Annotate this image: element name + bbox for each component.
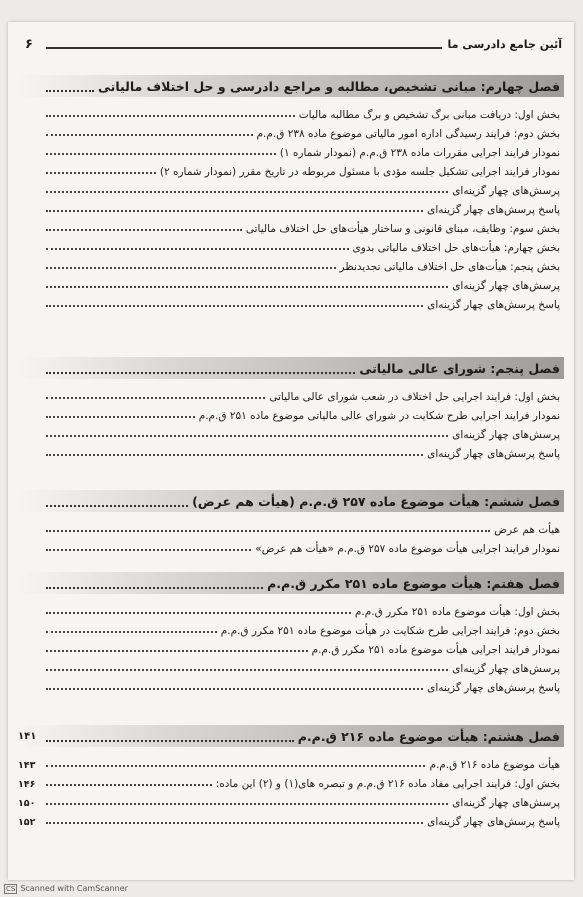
- dot-leader: [46, 669, 448, 671]
- entry-title: بخش اول: فرایند اجرایی مفاد ماده ۲۱۶ ق.م.م و تبصره های(۱) و (۲) این ماده:: [215, 778, 560, 790]
- dot-leader: [46, 267, 336, 269]
- entry-page-number: ۱۴۶: [18, 779, 36, 790]
- toc-entry[interactable]: [18, 102, 560, 121]
- entry-title: نمودار فرایند اجرایی هیأت موضوع ماده ۲۵۱ مکرر ق.م.م: [311, 644, 560, 656]
- entry-title: بخش دوم: فرایند اجرایی طرح شکایت در هیأت موضوع ماده ۲۵۱ مکرر ق.م.م: [220, 625, 560, 637]
- entry-title: نمودار فرایند اجرایی طرح شکایت در شورای عالی مالیاتی موضوع ماده ۲۵۱ ق.م.م: [198, 410, 560, 422]
- dot-leader: [46, 822, 423, 824]
- running-header: [18, 34, 562, 54]
- entry-title: بخش اول: دریافت مبانی برگ تشخیص و برگ مطالبه مالیات: [298, 109, 560, 121]
- chapter-heading[interactable]: [18, 75, 564, 97]
- entry-title: پاسخ پرسش‌های چهار گزینه‌ای: [427, 816, 560, 828]
- chapter-title: فصل هفتم: هیأت موضوع ماده ۲۵۱ مکرر ق.م.م: [267, 575, 560, 591]
- dot-leader: [46, 650, 308, 652]
- entry-title: هیأت موضوع ماده ۲۱۶ ق.م.م: [429, 759, 560, 771]
- dot-leader: [46, 435, 448, 437]
- toc-entry[interactable]: [18, 384, 560, 403]
- dot-leader: [46, 688, 423, 690]
- dot-leader: [46, 730, 294, 742]
- entry-title: پاسخ پرسش‌های چهار گزینه‌ای: [427, 448, 560, 460]
- chapter-heading[interactable]: [18, 572, 564, 594]
- entry-title: نمودار فرایند اجرایی مقررات ماده ۲۳۸ ق.م.م (نمودار شماره ۱): [279, 147, 560, 159]
- toc-entry[interactable]: [18, 536, 560, 555]
- entry-page-number: ۱۵۲: [18, 817, 36, 828]
- entry-title: نمودار فرایند اجرایی تشکیل جلسه مؤدی با مسئول مربوطه در تاریخ مقرر (نمودار شماره ۲): [159, 166, 560, 178]
- entry-title: پاسخ پرسش‌های چهار گزینه‌ای: [427, 299, 560, 311]
- chapter-heading[interactable]: [18, 725, 564, 747]
- chapter-title: فصل ششم: هیأت موضوع ماده ۲۵۷ ق.م.م (هیأت هم عرض): [192, 493, 560, 509]
- header-rule: [46, 39, 442, 49]
- dot-leader: [46, 229, 242, 231]
- chapter-heading[interactable]: [18, 357, 564, 379]
- dot-leader: [46, 115, 295, 117]
- toc-entry[interactable]: [18, 197, 560, 216]
- dot-leader: [46, 172, 156, 174]
- toc-entry[interactable]: [18, 771, 560, 790]
- entry-title: پرسش‌های چهار گزینه‌ای: [452, 429, 560, 441]
- toc-entry[interactable]: [18, 809, 560, 828]
- toc-entry[interactable]: [18, 637, 560, 656]
- scanner-logo: CS: [6, 885, 16, 893]
- chapter-heading[interactable]: [18, 490, 564, 512]
- scanner-watermark: [4, 884, 128, 894]
- book-title: آئین جامع دادرسی ما: [447, 37, 562, 51]
- entry-title: بخش اول: هیأت موضوع ماده ۲۵۱ مکرر ق.م.م: [354, 606, 560, 618]
- dot-leader: [46, 454, 423, 456]
- toc-entry[interactable]: [18, 422, 560, 441]
- dot-leader: [46, 530, 490, 532]
- entry-title: بخش سوم: وظایف، مبنای قانونی و ساختار هیأت‌های حل اختلاف مالیاتی: [245, 223, 560, 235]
- dot-leader: [46, 803, 448, 805]
- dot-leader: [46, 248, 349, 250]
- entry-title: هیأت هم عرض: [494, 524, 560, 536]
- chapter-section: [8, 572, 574, 694]
- dot-leader: [46, 765, 425, 767]
- dot-leader: [46, 549, 251, 551]
- dot-leader: [46, 416, 195, 418]
- dot-leader: [46, 153, 276, 155]
- dot-leader: [46, 495, 188, 507]
- dot-leader: [46, 784, 212, 786]
- toc-entry[interactable]: [18, 599, 560, 618]
- page-number: ۶: [25, 36, 33, 52]
- dot-leader: [46, 210, 423, 212]
- scanner-text: Scanned with CamScanner: [20, 884, 128, 893]
- toc-entry[interactable]: [18, 752, 560, 771]
- entry-title: پرسش‌های چهار گزینه‌ای: [452, 797, 560, 809]
- toc-entry[interactable]: [18, 790, 560, 809]
- toc-entry[interactable]: [18, 121, 560, 140]
- dot-leader: [46, 286, 448, 288]
- dot-leader: [46, 80, 94, 92]
- toc-entry[interactable]: [18, 178, 560, 197]
- chapter-section: [8, 75, 574, 311]
- entry-title: پاسخ پرسش‌های چهار گزینه‌ای: [427, 682, 560, 694]
- book-page: [8, 22, 574, 880]
- chapter-section: [8, 725, 574, 828]
- toc-entry[interactable]: [18, 517, 560, 536]
- dot-leader: [46, 397, 265, 399]
- toc-entry[interactable]: [18, 273, 560, 292]
- toc-entry[interactable]: [18, 140, 560, 159]
- chapter-section: [8, 357, 574, 460]
- chapter-page-number: ۱۴۱: [18, 730, 37, 742]
- dot-leader: [46, 191, 448, 193]
- toc-entry[interactable]: [18, 441, 560, 460]
- dot-leader: [46, 362, 355, 374]
- dot-leader: [46, 134, 253, 136]
- dot-leader: [46, 577, 263, 589]
- dot-leader: [46, 612, 351, 614]
- entry-page-number: ۱۴۳: [18, 760, 36, 771]
- entry-title: بخش اول: فرایند اجرایی حل اختلاف در شعب شورای عالی مالیاتی: [269, 391, 560, 403]
- entry-title: بخش دوم: فرایند رسیدگی اداره امور مالیاتی موضوع ماده ۲۳۸ ق.م.م: [256, 128, 560, 140]
- entry-title: پاسخ پرسش‌های چهار گزینه‌ای: [427, 204, 560, 216]
- toc-entry[interactable]: [18, 675, 560, 694]
- toc-entry[interactable]: [18, 159, 560, 178]
- dot-leader: [46, 631, 217, 633]
- toc-entry[interactable]: [18, 292, 560, 311]
- dot-leader: [46, 305, 423, 307]
- toc-entry[interactable]: [18, 254, 560, 273]
- entry-title: بخش پنجم: هیأت‌های حل اختلاف مالیاتی تجدیدنظر: [339, 261, 560, 273]
- entry-title: پرسش‌های چهار گزینه‌ای: [452, 663, 560, 675]
- entry-page-number: ۱۵۰: [18, 798, 36, 809]
- chapter-title: فصل چهارم: مبانی تشخیص، مطالبه و مراجع دادرسی و حل اختلاف مالیاتی: [98, 78, 560, 94]
- entry-title: بخش چهارم: هیأت‌های حل اختلاف مالیاتی بدوی: [352, 242, 560, 254]
- entry-title: نمودار فرایند اجرایی هیأت موضوع ماده ۲۵۷ ق.م.م «هیأت هم عرض»: [255, 543, 560, 555]
- toc-entry[interactable]: [18, 216, 560, 235]
- toc-entry[interactable]: [18, 656, 560, 675]
- entry-title: پرسش‌های چهار گزینه‌ای: [452, 185, 560, 197]
- chapter-title: فصل هشتم: هیأت موضوع ماده ۲۱۶ ق.م.م: [297, 728, 560, 744]
- toc-entry[interactable]: [18, 403, 560, 422]
- chapter-title: فصل پنجم: شورای عالی مالیاتی: [359, 360, 560, 376]
- toc-entry[interactable]: [18, 618, 560, 637]
- toc-entry[interactable]: [18, 235, 560, 254]
- chapter-section: [8, 490, 574, 555]
- entry-title: پرسش‌های چهار گزینه‌ای: [452, 280, 560, 292]
